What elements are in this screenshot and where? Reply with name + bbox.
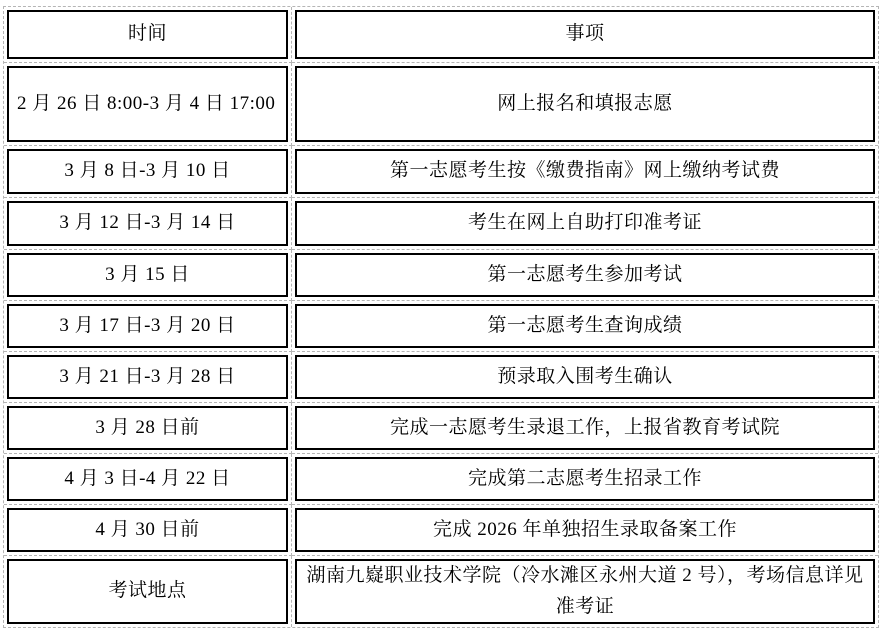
time-cell	[4, 146, 292, 198]
item-text: 第一志愿考生查询成绩	[295, 304, 875, 348]
time-text: 4 月 3 日-4 月 22 日	[7, 457, 288, 501]
item-text: 考生在网上自助打印准考证	[295, 201, 875, 246]
header-time-cell	[4, 7, 292, 63]
item-text: 第一志愿考生按《缴费指南》网上缴纳考试费	[295, 149, 875, 194]
time-text: 3 月 17 日-3 月 20 日	[7, 304, 288, 348]
time-text: 3 月 21 日-3 月 28 日	[7, 355, 288, 399]
time-text: 考试地点	[7, 559, 288, 624]
time-cell	[4, 556, 292, 627]
time-text: 3 月 28 日前	[7, 406, 288, 450]
item-cell	[292, 505, 878, 556]
item-cell	[292, 454, 878, 505]
time-cell	[4, 198, 292, 250]
time-cell	[4, 505, 292, 556]
item-text: 网上报名和填报志愿	[295, 66, 875, 142]
item-text: 预录取入围考生确认	[295, 355, 875, 399]
item-cell	[292, 556, 878, 627]
time-cell	[4, 454, 292, 505]
item-text: 湖南九嶷职业技术学院（冷水滩区永州大道 2 号），考场信息详见准考证	[295, 559, 875, 624]
time-text: 4 月 30 日前	[7, 508, 288, 552]
item-cell	[292, 250, 878, 301]
item-cell	[292, 198, 878, 250]
header-item-cell	[292, 7, 878, 63]
item-cell	[292, 63, 878, 146]
item-cell	[292, 352, 878, 403]
time-text: 3 月 15 日	[7, 253, 288, 297]
item-text: 完成一志愿考生录退工作，上报省教育考试院	[295, 406, 875, 450]
item-text: 第一志愿考生参加考试	[295, 253, 875, 297]
time-cell	[4, 63, 292, 146]
schedule-table	[3, 6, 879, 628]
item-text: 完成第二志愿考生招录工作	[295, 457, 875, 501]
header-time-text: 时间	[7, 10, 288, 59]
time-cell	[4, 250, 292, 301]
time-text: 3 月 8 日-3 月 10 日	[7, 149, 288, 194]
item-text: 完成 2026 年单独招生录取备案工作	[295, 508, 875, 552]
time-cell	[4, 301, 292, 352]
time-text: 3 月 12 日-3 月 14 日	[7, 201, 288, 246]
time-cell	[4, 352, 292, 403]
item-cell	[292, 146, 878, 198]
item-cell	[292, 301, 878, 352]
schedule-table-wrap	[3, 6, 879, 628]
time-text: 2 月 26 日 8:00-3 月 4 日 17:00	[7, 66, 288, 142]
header-item-text: 事项	[295, 10, 875, 59]
item-cell	[292, 403, 878, 454]
time-cell	[4, 403, 292, 454]
